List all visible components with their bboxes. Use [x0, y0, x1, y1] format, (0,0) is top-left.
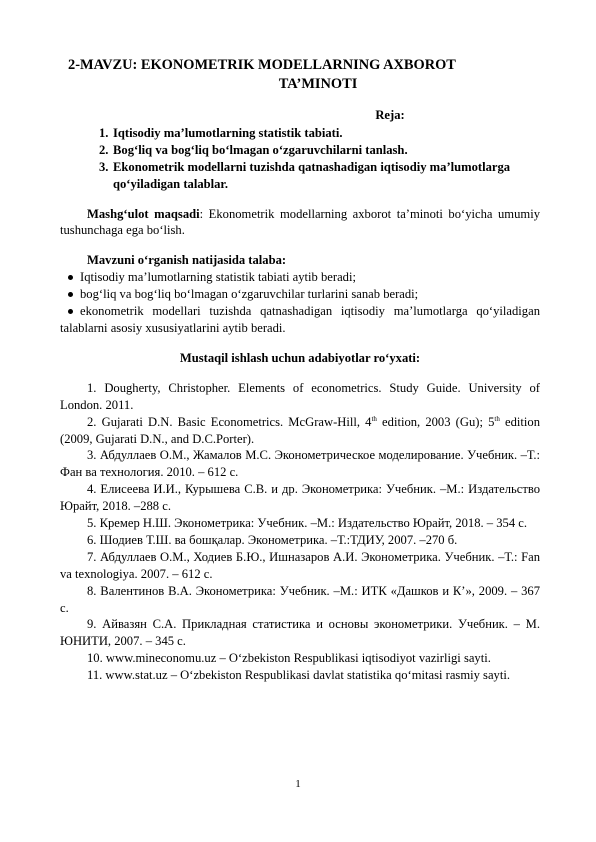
plan-item-number: 2. — [99, 142, 109, 157]
literature-list — [60, 380, 540, 684]
topic-title-line-1: 2-MAVZU: EKONOMETRIK MODELLARNING AXBOROT — [68, 57, 456, 73]
learning-outcomes-heading: Mavzuni o‘rganish natijasida talaba: — [87, 253, 287, 268]
reference-item: 10. www.mineconomu.uz – O‘zbekiston Respublikasi iqtisodiyot vazirligi sayti. — [87, 651, 491, 666]
learning-outcome-item: bog‘liq va bog‘liq bo‘lmagan o‘zgaruvchilar turlarini sanab beradi; — [60, 286, 540, 303]
topic-title — [60, 56, 540, 94]
reference-item: 7. Абдуллаев О.М., Ходиев Б.Ю., Ишназаров А.И. Эконометрика. Учебник. –Т.: Fan va texnologiya. 2007. – 612 с. — [60, 549, 540, 581]
reference-item: 5. Кремер Н.Ш. Эконометрика: Учебник. –М.: Издательство Юрайт, 2018. – 354 с. — [87, 516, 528, 531]
lesson-goal-label: Mashg‘ulot maqsadi — [87, 206, 200, 221]
reference-item: 3. Абдуллаев О.М., Жамалов М.С. Эконометрическое моделирование. Учебник. –Т.: Фан ва технология. 2010. – 612 с. — [60, 448, 540, 480]
reference-item: 11. www.stat.uz – O‘zbekiston Respublikasi davlat statistika qo‘mitasi rasmiy sayti. — [87, 668, 510, 683]
reference-item — [60, 414, 540, 448]
plan-item — [99, 142, 540, 159]
reference-item: 9. Айвазян С.А. Прикладная статистика и основы эконометрики. Учебник. – М. ЮНИТИ, 2007. – 345 с. — [60, 617, 540, 649]
plan-item-text: Ekonometrik modellarni tuzishda qatnashadigan iqtisodiy ma’lumotlarga qo‘yiladigan talablar. — [113, 159, 511, 191]
learning-outcome-item: Iqtisodiy ma’lumotlarning statistik tabiati aytib beradi; — [60, 269, 540, 286]
lesson-goal — [60, 206, 540, 240]
plan-item-number: 3. — [99, 159, 109, 174]
plan-item-text: Bog‘liq va bog‘liq bo‘lmagan o‘zgaruvchilarni tanlash. — [113, 142, 408, 157]
learning-outcomes-list — [60, 269, 540, 337]
reference-item: 6. Шодиев Т.Ш. ва бошқалар. Эконометрика. –Т.:ТДИУ, 2007. –270 б. — [87, 532, 458, 547]
learning-outcome-item: ekonometrik modellari tuzishda qatnashadigan iqtisodiy ma’lumotlarga qo‘yiladigan talablarni asosiy xususiyatlarini aytib beradi. — [60, 304, 540, 335]
reference-superscript: th — [494, 414, 500, 423]
lesson-goal-text: : Ekonometrik modellarning axborot ta’minoti bo‘yicha umumiy tushunchaga ega bo‘lish. — [60, 206, 540, 238]
reference-item: 8. Валентинов В.А. Эконометрика: Учебник. –М.: ИТК «Дашков и К’», 2009. – 367 с. — [60, 583, 540, 615]
reference-item: 4. Елисеева И.И., Курышева С.В. и др. Эконометрика: Учебник. –М.: Издательство Юрайт, 2018. –288 с. — [60, 482, 540, 514]
plan-item-text: Iqtisodiy ma’lumotlarning statistik tabiati. — [113, 125, 343, 140]
page-number: 1 — [295, 778, 301, 790]
reference-superscript: th — [371, 414, 377, 423]
reference-item: 1. Dougherty, Christopher. Elements of econometrics. Study Guide. University of London. 2011. — [60, 380, 540, 412]
plan-item — [99, 159, 540, 193]
plan-item — [99, 125, 540, 142]
plan-list — [60, 125, 540, 193]
reference-text: 2. Gujarati D.N. Basic Econometrics. McGraw-Hill, 4 — [87, 414, 372, 429]
document-page — [60, 56, 540, 684]
topic-title-line-2: TA’MINOTI — [278, 76, 358, 92]
literature-heading: Mustaqil ishlash uchun adabiyotlar ro‘yxati: — [179, 350, 421, 365]
plan-heading: Reja: — [375, 108, 405, 122]
reference-text: edition, 2003 (Gu); 5 — [376, 414, 495, 429]
reference-text: edition (2009, Gujarati D.N., and D.C.Porter). — [60, 414, 540, 446]
plan-item-number: 1. — [99, 125, 109, 140]
